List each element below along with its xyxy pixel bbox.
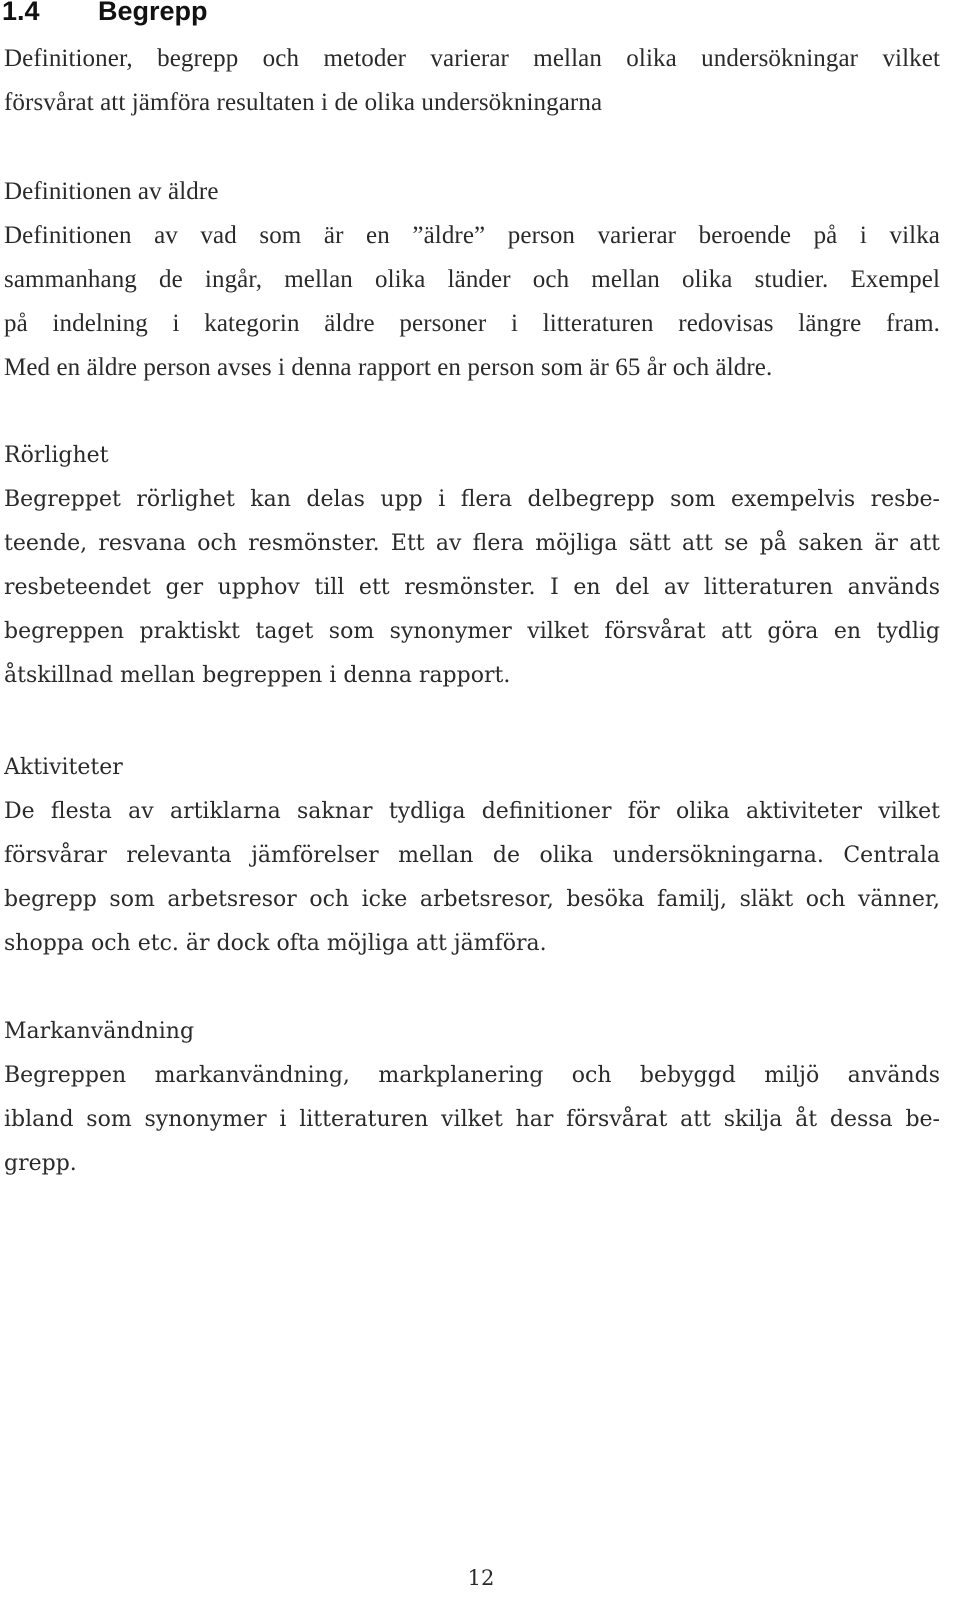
markanvandning-section bbox=[4, 1010, 940, 1186]
paragraph-line: shoppa och etc. är dock ofta möjliga att jämföra. bbox=[4, 931, 547, 956]
paragraph-line: på indelning i kategorin äldre personer i litteraturen redovisas längre fram. bbox=[4, 310, 940, 337]
paragraph-line: Definitioner, begrepp och metoder varierar mellan olika undersökningar vilket bbox=[4, 45, 940, 72]
definition-aldre-section bbox=[4, 170, 940, 390]
paragraph-line: Med en äldre person avses i denna rapport en person som är 65 år och äldre. bbox=[4, 354, 773, 381]
paragraph-line: begrepp som arbetsresor och icke arbetsresor, besöka familj, släkt och vänner, bbox=[4, 887, 940, 912]
section-title: Begrepp bbox=[98, 0, 208, 26]
paragraph-line: De flesta av artiklarna saknar tydliga definitioner för olika aktiviteter vilket bbox=[4, 799, 940, 824]
paragraph-line: teende, resvana och resmönster. Ett av flera möjliga sätt att se på saken är att bbox=[4, 531, 940, 556]
subsection-heading: Aktiviteter bbox=[4, 755, 123, 780]
section-heading bbox=[2, 0, 208, 28]
paragraph-line: grepp. bbox=[4, 1151, 77, 1176]
paragraph-line: försvårat att jämföra resultaten i de olika undersökningarna bbox=[4, 89, 603, 116]
intro-paragraph bbox=[4, 37, 940, 125]
subsection-heading: Definitionen av äldre bbox=[4, 178, 219, 205]
paragraph-line: begreppen praktiskt taget som synonymer vilket försvårat att göra en tydlig bbox=[4, 619, 940, 644]
paragraph-line: Begreppet rörlighet kan delas upp i flera delbegrepp som exempelvis resbe- bbox=[4, 487, 940, 512]
paragraph-line: resbeteendet ger upphov till ett resmönster. I en del av litteraturen används bbox=[4, 575, 940, 600]
subsection-heading: Rörlighet bbox=[4, 443, 109, 468]
page-number bbox=[0, 1564, 960, 1592]
aktiviteter-section bbox=[4, 746, 940, 966]
paragraph-line: sammanhang de ingår, mellan olika länder och mellan olika studier. Exempel bbox=[4, 266, 940, 293]
paragraph-line: ibland som synonymer i litteraturen vilket har försvårat att skilja åt dessa be- bbox=[4, 1107, 940, 1132]
subsection-heading: Markanvändning bbox=[4, 1019, 195, 1044]
paragraph-line: åtskillnad mellan begreppen i denna rapport. bbox=[4, 663, 511, 688]
paragraph-line: försvårar relevanta jämförelser mellan de olika undersökningarna. Centrala bbox=[4, 843, 940, 868]
paragraph-line: Definitionen av vad som är en ”äldre” person varierar beroende på i vilka bbox=[4, 222, 940, 249]
paragraph-line: Begreppen markanvändning, markplanering och bebyggd miljö används bbox=[4, 1063, 940, 1088]
section-number: 1.4 bbox=[2, 0, 40, 26]
page-number-value: 12 bbox=[467, 1566, 495, 1590]
rorlighet-section bbox=[4, 434, 940, 698]
